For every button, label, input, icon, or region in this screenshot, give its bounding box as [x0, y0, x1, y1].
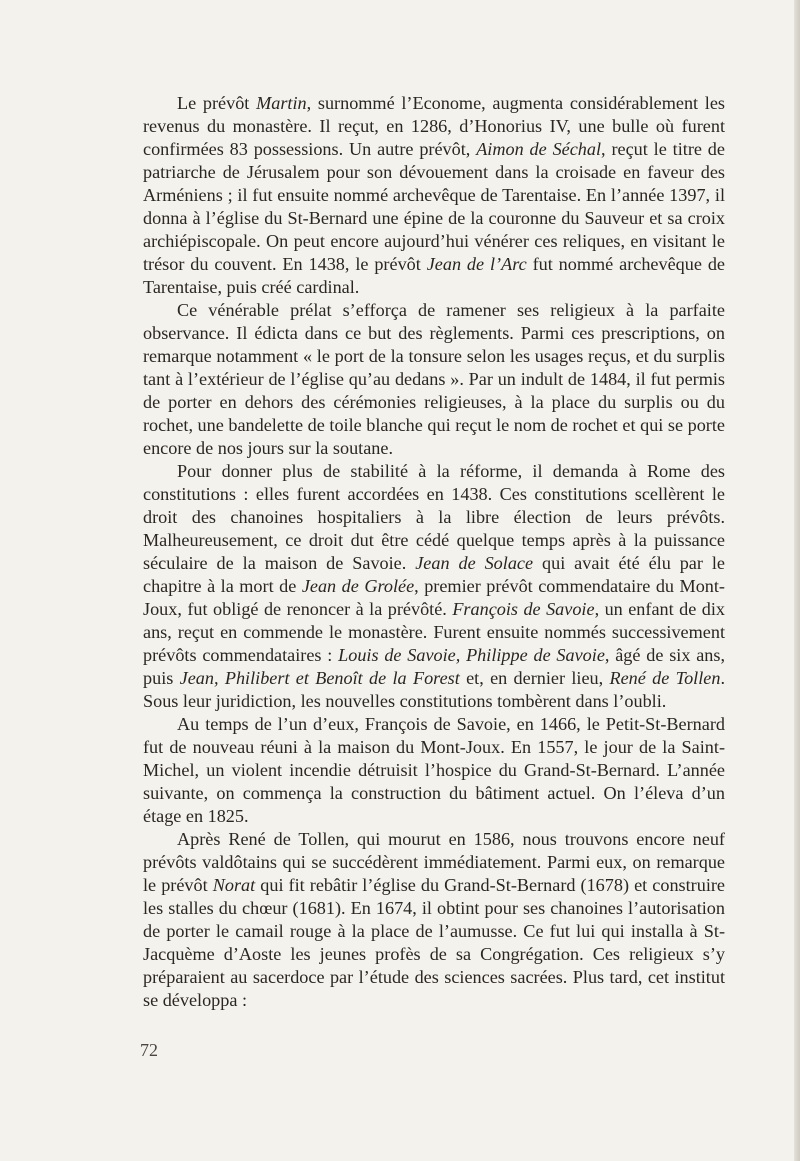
- paragraph-1: [143, 92, 725, 299]
- paragraph-3: [143, 460, 725, 713]
- page-number: 72: [140, 1040, 158, 1060]
- italic-name: Jean, Philibert et Benoît de la Forest: [179, 668, 460, 688]
- text-run: Après René de Tollen, qui mourut en 1586, nous trouvons encore neuf prévôts valdôtains qui se succédèrent immédiatement. Parmi eux, on remarque le prévôt: [143, 829, 725, 895]
- text-run: Pour donner plus de stabilité à la réforme, il demanda à Rome des constitutions : elles furent accordées en 1438. Ces constitutions scellèrent le droit des chanoines hospitaliers à la libre élection de leurs prévôts. Malheureusement, ce droit dut être cédé quelque temps après à la puissance séculaire de la maison de Savoie.: [143, 461, 725, 573]
- text-run: . Sous leur juridiction, les nouvelles constitutions tombèrent dans l’oubli.: [143, 668, 725, 711]
- italic-name: René de Tollen: [609, 668, 721, 688]
- italic-name: Jean de l’Arc: [426, 254, 527, 274]
- paragraph-5: [143, 828, 725, 1012]
- paragraph-4: [143, 713, 725, 828]
- text-run: Ce vénérable prélat s’efforça de ramener ses religieux à la parfaite observance. Il édicta dans ce but des règlements. Parmi ces prescriptions, on remarque notamment « le port de la tonsure selon les usages reçus, et du surplis tant à l’extérieur de l’église qu’au dedans ». Par un indult de 1484, il fut permis de porter en dehors des cérémonies religieuses, à la place du surplis ou du rochet, une bandelette de toile blanche qui reçut le nom de rochet et qui se porte encore de nos jours sur la soutane.: [143, 300, 725, 458]
- text-run: fut nommé archevêque de Tarentaise, puis créé cardinal.: [143, 254, 725, 297]
- paragraph-2: [143, 299, 725, 460]
- italic-name: Norat: [212, 875, 256, 895]
- text-run: et, en dernier lieu,: [459, 668, 610, 688]
- italic-name: Martin: [256, 93, 307, 113]
- italic-name: Aimon de Séchal: [476, 139, 602, 159]
- text-run: Le prévôt: [177, 93, 257, 113]
- text-run: Au temps de l’un d’eux, François de Savoie, en 1466, le Petit-St-Bernard fut de nouveau réuni à la maison du Mont-Joux. En 1557, le jour de la Saint-Michel, un violent incendie détruisit l’hospice du Grand-St-Bernard. L’année suivante, on commença la construction du bâtiment actuel. On l’éleva d’un étage en 1825.: [143, 714, 725, 826]
- text-run: , premier prévôt commendataire du Mont-Joux, fut obligé de renoncer à la prévôté.: [143, 576, 725, 619]
- italic-name: Jean de Solace: [415, 553, 534, 573]
- body-text: [143, 92, 725, 1012]
- text-run: , reçut le titre de patriarche de Jérusalem pour son dévouement dans la croisade en faveur des Arméniens ; il fut ensuite nommé archevêque de Tarentaise. En l’année 1397, il donna à l’église du St-Bernard une épine de la couronne du Sauveur et sa croix archiépiscopale. On peut encore aujourd’hui vénérer ces reliques, en visitant le trésor du couvent. En 1438, le prévôt: [143, 139, 725, 274]
- text-run: , un enfant de dix ans, reçut en commende le monastère. Furent ensuite nommés successivement prévôts commendataires :: [143, 599, 725, 665]
- page-edge: [794, 0, 800, 1161]
- italic-name: Louis de Savoie, Philippe de Savoie: [338, 645, 605, 665]
- italic-name: François de Savoie: [452, 599, 595, 619]
- text-run: qui fit rebâtir l’église du Grand-St-Bernard (1678) et construire les stalles du chœur (1681). En 1674, il obtint pour ses chanoines l’autorisation de porter le camail rouge à la place de l’aumusse. Ce fut lui qui installa à St-Jacquème d’Aoste les jeunes profès de sa Congrégation. Ces religieux s’y préparaient au sacerdoce par l’étude des sciences sacrées. Plus tard, cet institut se développa :: [143, 875, 726, 1010]
- text-run: qui avait été élu par le chapitre à la mort de: [143, 553, 725, 596]
- italic-name: Jean de Grolée: [301, 576, 415, 596]
- text-run: , surnommé l’Econome, augmenta considérablement les revenus du monastère. Il reçut, en 1286, d’Honorius IV, une bulle où furent confirmées 83 possessions. Un autre prévôt,: [143, 93, 725, 159]
- text-run: , âgé de six ans, puis: [143, 645, 725, 688]
